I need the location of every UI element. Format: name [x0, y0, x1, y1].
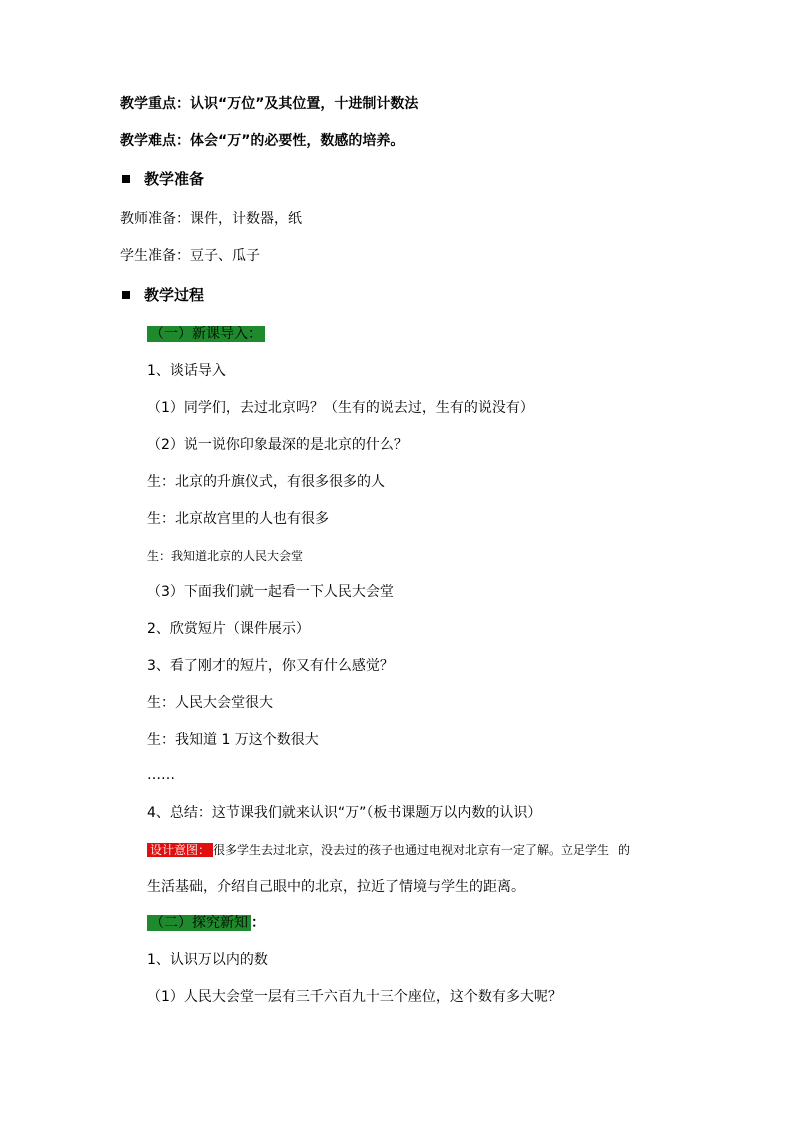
part1-line: 生：人民大会堂很大 [147, 695, 273, 711]
part1-line: …… [147, 767, 175, 783]
part1-line: 生：我知道 1 万这个数很大 [147, 732, 319, 748]
part1-line: 生：北京故宫里的人也有很多 [147, 511, 329, 527]
square-bullet-icon [122, 291, 130, 299]
teaching-difficulty-text: 体会“万”的必要性，数感的培养。 [190, 133, 405, 149]
part1-title [147, 325, 265, 343]
part1-line: 2、欣赏短片（课件展示） [147, 621, 310, 637]
part2-title-suffix: ： [251, 915, 265, 931]
design-intent-label: 设计意图： [147, 843, 213, 857]
part2-title-highlight: （二）探究新知 [147, 915, 251, 931]
part1-line: 3、看了刚才的短片，你又有什么感觉？ [147, 658, 394, 674]
teaching-difficulty [120, 132, 404, 150]
teaching-focus-text: 认识“万位”及其位置，十进制计数法 [190, 96, 419, 112]
part1-line: 生：北京的升旗仪式，有很多很多的人 [147, 474, 385, 490]
part2-line: 1、认识万以内的数 [147, 952, 268, 968]
part2-title [147, 914, 265, 932]
part2-line: （1）人民大会堂一层有三千六百九十三个座位，这个数有多大呢？ [147, 989, 562, 1005]
section-heading-process [122, 286, 204, 304]
design-intent: 设计意图： 很多学生去过北京，没去过的孩子也通过电视对北京有一定了解。立足学生 的 [147, 841, 630, 859]
teaching-focus [120, 95, 418, 113]
teaching-difficulty-label: 教学难点： [120, 133, 190, 149]
part1-line: （2）说一说你印象最深的是北京的什么？ [147, 437, 408, 453]
part1-line: （1）同学们，去过北京吗？（生有的说去过，生有的说没有） [147, 400, 534, 416]
part1-title-highlight: （一）新课导入： [147, 326, 265, 342]
prep-heading-text: 教学准备 [144, 170, 205, 188]
design-intent-continued: 生活基础，介绍自己眼中的北京，拉近了情境与学生的距离。 [147, 879, 525, 895]
square-bullet-icon [122, 175, 130, 183]
teaching-focus-label: 教学重点： [120, 96, 190, 112]
part1-line: 1、谈话导入 [147, 363, 226, 379]
section-heading-prep [122, 170, 204, 188]
design-intent-text: 很多学生去过北京，没去过的孩子也通过电视对北京有一定了解。立足学生 [213, 843, 610, 857]
part1-line: 4、总结：这节课我们就来认识“万”（板书课题万以内数的认识） [147, 805, 542, 821]
teacher-prep: 教师准备：课件，计数器，纸 [120, 211, 302, 227]
part1-line: 生：我知道北京的人民大会堂 [147, 549, 304, 563]
student-prep: 学生准备：豆子、瓜子 [120, 248, 260, 264]
process-heading-text: 教学过程 [144, 286, 205, 304]
part1-line: （3）下面我们就一起看一下人民大会堂 [147, 584, 394, 600]
